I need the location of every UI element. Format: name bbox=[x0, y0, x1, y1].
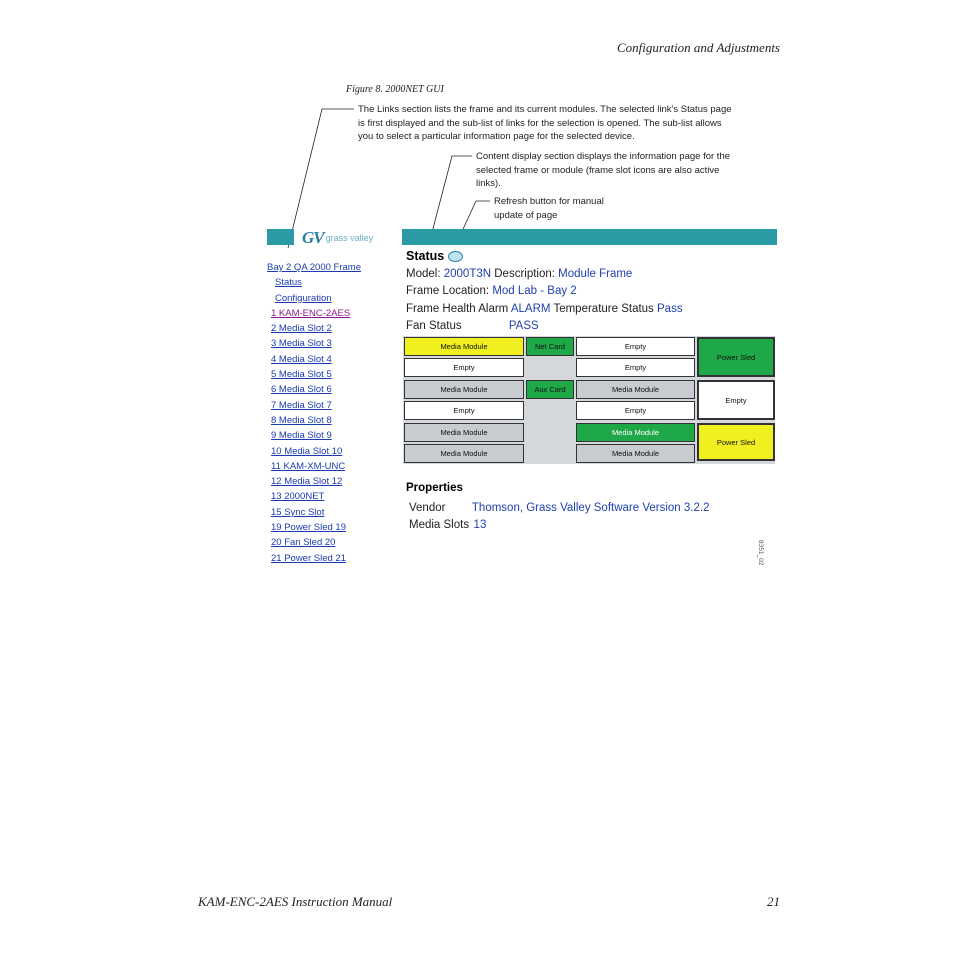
slot-right-4[interactable]: Empty bbox=[576, 401, 695, 420]
vendor-value: Thomson, Grass Valley Software Version 3.2.2 bbox=[471, 502, 710, 514]
link-slot-7[interactable]: 7 Media Slot 7 bbox=[271, 399, 332, 411]
link-slot-9[interactable]: 9 Media Slot 9 bbox=[271, 430, 332, 442]
figure-caption: Figure 8. 2000NET GUI bbox=[346, 84, 444, 95]
media-slots-value: 13 bbox=[473, 519, 487, 531]
description-label: Description: bbox=[494, 268, 555, 280]
logo-text: grass valley bbox=[325, 233, 374, 243]
model-value: 2000T3N bbox=[443, 268, 492, 280]
link-slot-11[interactable]: 11 KAM-XM-UNC bbox=[271, 460, 346, 472]
link-slot-20[interactable]: 20 Fan Sled 20 bbox=[271, 537, 336, 549]
figure-id: 8351_02 bbox=[757, 540, 764, 566]
slot-net-card[interactable]: Net Card bbox=[526, 337, 574, 356]
media-slots-line bbox=[409, 515, 486, 533]
health-label: Frame Health Alarm bbox=[406, 303, 509, 315]
slot-left-2[interactable]: Empty bbox=[404, 358, 524, 377]
slot-right-2[interactable]: Empty bbox=[576, 358, 695, 377]
health-value: ALARM bbox=[510, 303, 551, 315]
slot-right-3[interactable]: Media Module bbox=[576, 380, 695, 399]
link-slot-15[interactable]: 15 Sync Slot bbox=[271, 506, 325, 518]
health-line bbox=[406, 303, 683, 315]
status-title: Status bbox=[406, 249, 445, 263]
refresh-icon[interactable] bbox=[448, 251, 463, 262]
slot-left-4[interactable]: Empty bbox=[404, 401, 524, 420]
links-section bbox=[267, 260, 361, 566]
vendor-line bbox=[409, 498, 709, 516]
link-slot-6[interactable]: 6 Media Slot 6 bbox=[271, 384, 332, 396]
link-slot-1[interactable]: 1 KAM-ENC-2AES bbox=[271, 307, 351, 319]
slot-right-6[interactable]: Media Module bbox=[576, 444, 695, 463]
link-configuration[interactable]: Configuration bbox=[275, 292, 332, 304]
link-slot-2[interactable]: 2 Media Slot 2 bbox=[271, 323, 332, 335]
location-value: Mod Lab - Bay 2 bbox=[492, 285, 577, 297]
fan-sled[interactable]: Empty bbox=[697, 380, 775, 420]
links-callout: The Links section lists the frame and its current modules. The selected link’s Status page is first displayed and the sub-list of links for the selection is opened. The sub-list allows you to select a particular information page for the selected device. bbox=[358, 104, 732, 142]
power-sled-top[interactable]: Power Sled bbox=[697, 337, 775, 377]
media-slots-label: Media Slots bbox=[409, 519, 470, 531]
link-slot-12[interactable]: 12 Media Slot 12 bbox=[271, 476, 343, 488]
slot-aux-card[interactable]: Aux Card bbox=[526, 380, 574, 399]
link-slot-4[interactable]: 4 Media Slot 4 bbox=[271, 353, 332, 365]
link-slot-13[interactable]: 13 2000NET bbox=[271, 491, 325, 503]
temp-value: Pass bbox=[657, 303, 683, 315]
slot-left-3[interactable]: Media Module bbox=[404, 380, 524, 399]
temp-label: Temperature Status bbox=[553, 303, 654, 315]
model-label: Model: bbox=[406, 268, 441, 280]
link-slot-3[interactable]: 3 Media Slot 3 bbox=[271, 338, 332, 350]
link-status[interactable]: Status bbox=[275, 277, 302, 289]
link-slot-10[interactable]: 10 Media Slot 10 bbox=[271, 445, 343, 457]
slot-right-1[interactable]: Empty bbox=[576, 337, 695, 356]
fan-line bbox=[406, 320, 539, 332]
link-slot-19[interactable]: 19 Power Sled 19 bbox=[271, 522, 346, 534]
power-sled-bottom[interactable]: Power Sled bbox=[697, 423, 775, 461]
fan-label: Fan Status bbox=[406, 320, 462, 332]
fan-value: PASS bbox=[508, 320, 539, 332]
refresh-callout: Refresh button for manual update of page bbox=[494, 196, 604, 221]
frame-slot-grid bbox=[403, 336, 775, 464]
link-frame[interactable]: Bay 2 QA 2000 Frame bbox=[267, 262, 361, 273]
slot-left-1[interactable]: Media Module bbox=[404, 337, 524, 356]
footer-title: KAM-ENC-2AES Instruction Manual bbox=[198, 894, 393, 909]
slot-right-5[interactable]: Media Module bbox=[576, 423, 695, 442]
logo-mark: GV bbox=[302, 228, 324, 247]
link-slot-5[interactable]: 5 Media Slot 5 bbox=[271, 369, 332, 381]
link-slot-8[interactable]: 8 Media Slot 8 bbox=[271, 414, 332, 426]
location-line bbox=[406, 285, 577, 297]
model-line bbox=[406, 268, 632, 280]
page-number: 21 bbox=[767, 894, 780, 909]
slot-left-6[interactable]: Media Module bbox=[404, 444, 524, 463]
content-callout: Content display section displays the information page for the selected frame or module (frame slot icons are also active links). bbox=[476, 151, 731, 189]
status-heading bbox=[406, 249, 463, 263]
location-label: Frame Location: bbox=[406, 285, 490, 297]
grass-valley-logo bbox=[294, 229, 402, 247]
vendor-label: Vendor bbox=[409, 502, 446, 514]
slot-left-5[interactable]: Media Module bbox=[404, 423, 524, 442]
properties-heading: Properties bbox=[406, 482, 463, 494]
running-head: Configuration and Adjustments bbox=[617, 40, 780, 55]
description-value: Module Frame bbox=[558, 268, 633, 280]
link-slot-21[interactable]: 21 Power Sled 21 bbox=[271, 552, 346, 564]
